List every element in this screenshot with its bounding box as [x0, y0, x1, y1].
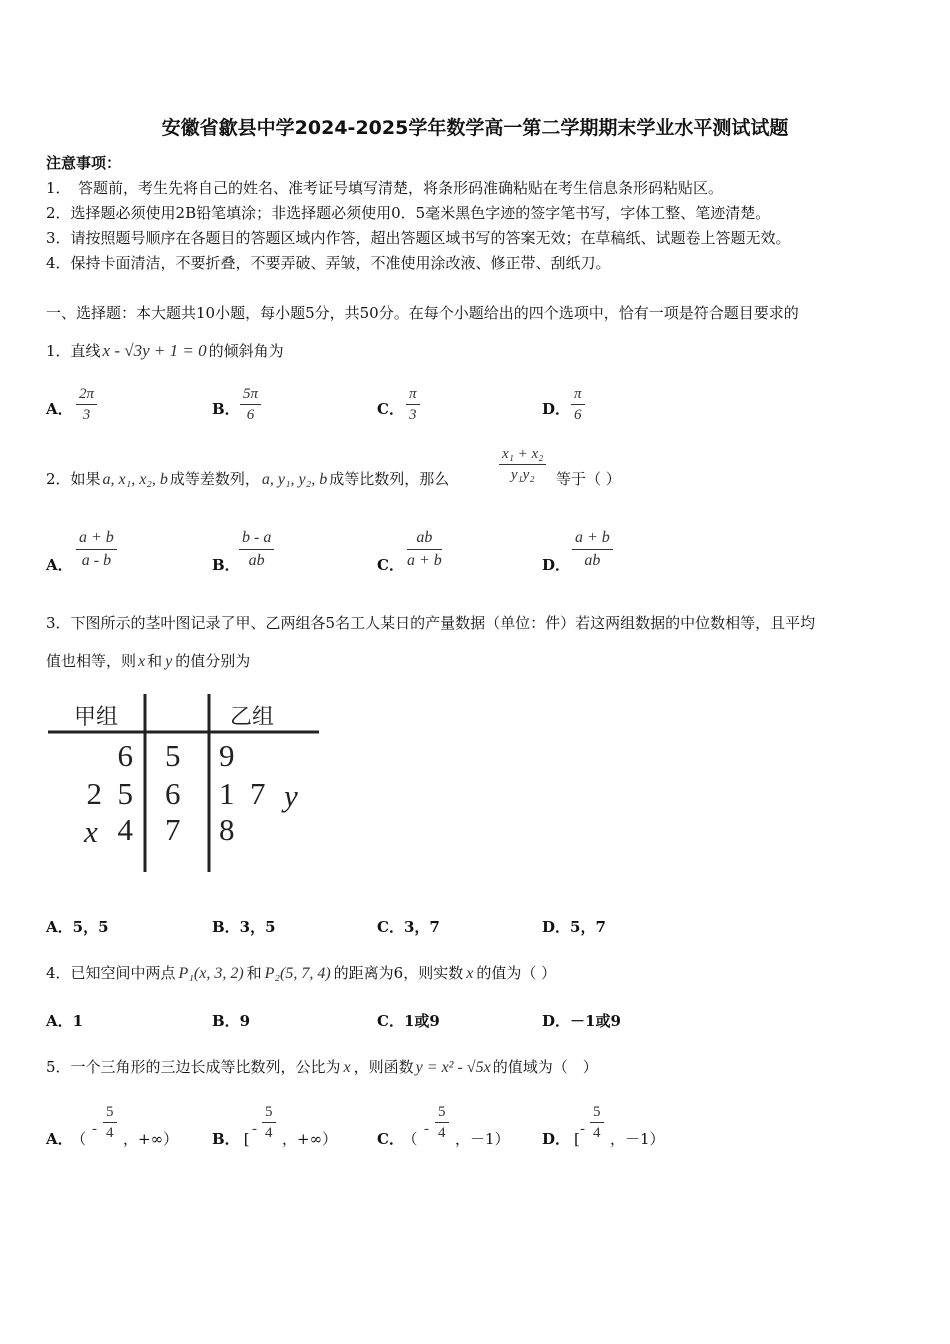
q5-option-d[interactable]: D． [	[542, 1130, 580, 1148]
q4-suffix: 的值为（ ）	[476, 964, 557, 982]
q2-option-c-value: $\frac{ab}{a + b}$	[407, 529, 442, 569]
q5-option-a[interactable]: A． （	[46, 1130, 87, 1148]
q5-mid: ，则函数	[353, 1058, 414, 1076]
q1-option-a-label[interactable]: A．	[46, 400, 73, 418]
q5-prefix: 5．一个三角形的三边长成等比数列，公比为	[46, 1058, 341, 1076]
stem-leaf-left-header: 甲组	[74, 705, 119, 730]
q3-line2-a: 值也相等，则	[46, 652, 137, 670]
stem-leaf-row1-left: 6	[117, 738, 133, 773]
q5-option-c-frac: $\frac{5}{4}$	[435, 1102, 449, 1143]
q4-option-a[interactable]: A．1	[46, 1012, 84, 1030]
stem-leaf-right-header: 乙组	[230, 705, 275, 730]
stem-leaf-row3-stem: 7	[165, 812, 181, 847]
notice-item-1: 1． 答题前，考生先将自己的姓名、准考证号填写清楚，将条形码准确粘贴在考生信息条形码粘贴区。	[46, 179, 724, 197]
q1-option-c-label[interactable]: C．	[377, 400, 404, 418]
q2-prefix: 2．如果	[46, 470, 101, 488]
q4-option-b[interactable]: B．9	[212, 1012, 251, 1030]
q5-option-a-close: ，+∞）	[123, 1130, 179, 1148]
q3-line1: 3．下图所示的茎叶图记录了甲、乙两组各5名工人某日的产量数据（单位：件）若这两组数据的中位数相等，且平均	[46, 614, 816, 632]
q4-point-2: P₂(5, 7, 4)	[264, 965, 331, 982]
q2-option-a-value: $\frac{a + b}{a - b}$	[76, 527, 117, 572]
q1-stem	[46, 340, 284, 361]
q5-option-b[interactable]: B． [	[212, 1130, 250, 1148]
q4-prefix: 4．已知空间中两点	[46, 964, 176, 982]
q4-stem	[46, 962, 556, 983]
stem-leaf-row2-left: 2 5	[86, 776, 133, 811]
stem-leaf-row2-stem: 6	[165, 776, 181, 811]
q5-option-d-close: ，－1）	[610, 1130, 665, 1148]
stem-leaf-row1-stem: 5	[165, 738, 181, 773]
q2-option-d-value: $\frac{a + b}{ab}$	[572, 527, 613, 572]
q3-var-y: y	[165, 653, 173, 670]
q5-option-d-frac: $\frac{5}{4}$	[590, 1102, 604, 1143]
q1-option-c-value: $\frac{\pi}{3}$	[406, 384, 420, 425]
q3-line2-b: 和	[147, 652, 163, 670]
q3-option-b[interactable]: B．3，5	[212, 918, 276, 936]
q5-option-a-frac: $\frac{5}{4}$	[103, 1102, 117, 1143]
q5-suffix: 的值域为（ ）	[492, 1058, 598, 1076]
q4-option-d[interactable]: D．－1或9	[542, 1012, 621, 1030]
q1-equation: x - √3y + 1 = 0	[102, 341, 207, 360]
q3-option-a[interactable]: A．5，5	[46, 918, 109, 936]
q4-var-x: x	[466, 965, 474, 982]
q5-option-c[interactable]: C． （	[377, 1130, 418, 1148]
q1-suffix: 的倾斜角为	[208, 342, 284, 360]
q2-option-d-label[interactable]: D．	[542, 556, 571, 574]
q5-option-d-neg: -	[580, 1121, 585, 1137]
q3-line2-c: 的值分别为	[175, 652, 251, 670]
stem-leaf-row2-right: 1 7	[219, 776, 266, 811]
stem-leaf-row3-right: 8	[219, 812, 235, 847]
q3-option-c[interactable]: C．3，7	[377, 918, 440, 936]
q5-option-b-frac: $\frac{5}{4}$	[262, 1102, 276, 1143]
q2-mid1: 成等差数列，	[169, 470, 260, 488]
notice-heading: 注意事项：	[46, 154, 122, 172]
stem-leaf-row3-var-x: x	[84, 814, 98, 849]
q3-var-x: x	[138, 653, 146, 670]
notice-item-2: 2．选择题必须使用2B铅笔填涂；非选择题必须使用0．5毫米黑色字迹的签字笔书写，字体工整、笔迹清楚。	[46, 204, 771, 222]
q3-line2	[46, 650, 250, 671]
q2-geo-seq: a, y₁, y₂, b	[261, 471, 328, 488]
q5-option-c-close: ，－1）	[455, 1130, 510, 1148]
q5-function: y = x² - √5x	[415, 1059, 491, 1076]
q1-option-b-label[interactable]: B．	[212, 400, 240, 418]
q1-option-b-value: $\frac{5\pi}{6}$	[240, 384, 261, 425]
q5-stem	[46, 1056, 598, 1077]
q2-suffix: 等于（ ）	[556, 470, 621, 488]
q4-option-c[interactable]: C．1或9	[377, 1012, 440, 1030]
q5-var-x: x	[343, 1059, 351, 1076]
stem-leaf-row2-var-y: y	[284, 778, 298, 813]
q3-option-d[interactable]: D．5，7	[542, 918, 606, 936]
q4-mid: 的距离为6，则实数	[333, 964, 464, 982]
q4-point-1: P₁(x, 3, 2)	[178, 965, 244, 982]
stem-leaf-plot	[46, 692, 321, 874]
q1-option-d-label[interactable]: D．	[542, 400, 571, 418]
q2-option-a-label[interactable]: A．	[46, 556, 73, 574]
q2-option-b-label[interactable]: B．	[212, 556, 240, 574]
q5-option-a-neg: -	[92, 1121, 97, 1137]
q1-prefix: 1．直线	[46, 342, 101, 360]
q5-option-b-close: ，+∞）	[282, 1130, 338, 1148]
stem-leaf-row3-left: 4	[117, 812, 133, 847]
stem-leaf-row1-right: 9	[219, 738, 235, 773]
q5-option-b-neg: -	[252, 1121, 257, 1137]
q5-option-c-neg: -	[424, 1121, 429, 1137]
notice-item-4: 4．保持卡面清洁，不要折叠，不要弄破、弄皱，不准使用涂改液、修正带、刮纸刀。	[46, 254, 611, 272]
q2-fraction: $\frac{\text{x₁ + x₂}}{\text{y₁y₂}}$	[499, 444, 546, 485]
q2-option-c-label[interactable]: C．	[377, 556, 404, 574]
section-heading: 一、选择题：本大题共10小题，每小题5分，共50分。在每个小题给出的四个选项中，恰有一项是符合题目要求的	[46, 304, 799, 322]
q2-stem-start	[46, 468, 449, 489]
q1-option-d-value: $\frac{\pi}{6}$	[571, 384, 585, 425]
q2-arith-seq: a, x₁, x₂, b	[102, 471, 168, 488]
notice-item-3: 3．请按照题号顺序在各题目的答题区域内作答，超出答题区域书写的答案无效；在草稿纸、试题卷上答题无效。	[46, 229, 791, 247]
page-title: 安徽省歙县中学2024-2025学年数学高一第二学期期末学业水平测试试题	[161, 117, 789, 139]
q4-and: 和	[246, 964, 262, 982]
q1-option-a-value: $\frac{2\pi}{3}$	[76, 384, 97, 425]
q2-option-b-value: $\frac{b - a}{ab}$	[239, 527, 274, 572]
q2-mid2: 成等比数列，那么	[329, 470, 450, 488]
